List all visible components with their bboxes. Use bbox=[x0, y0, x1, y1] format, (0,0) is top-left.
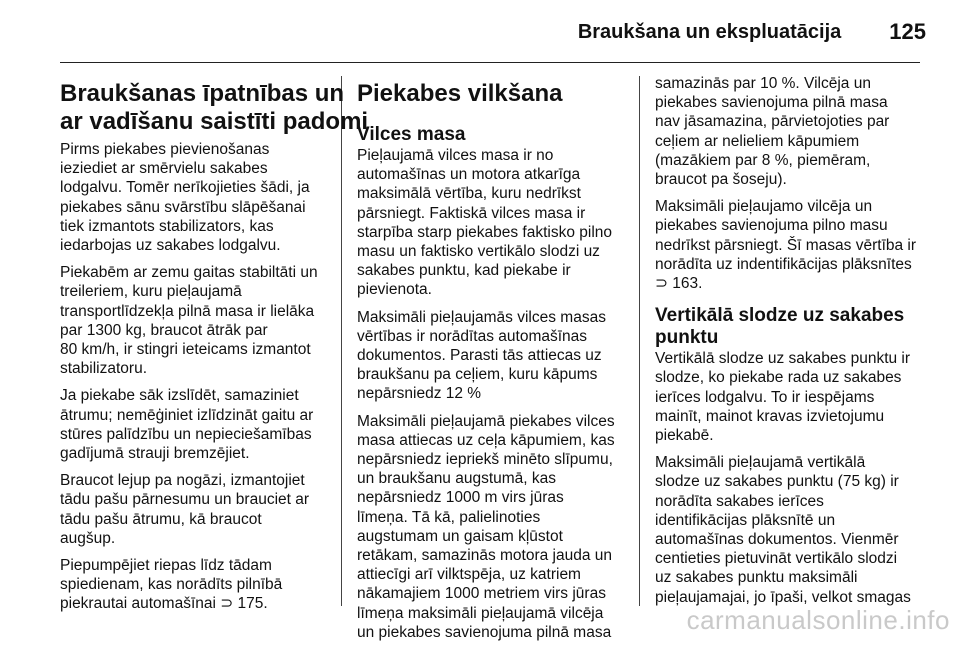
text-line: līmeņa maksimāli pieļaujamā vilcēja bbox=[357, 604, 604, 622]
text-line: nedrīkst pārsniegt. Šī masas vērtība ir bbox=[655, 236, 917, 254]
col3-body-top bbox=[655, 74, 916, 293]
watermark: carmanualsonline.info bbox=[686, 605, 950, 635]
text-line: augstumam un gaisam kļūstot bbox=[357, 527, 563, 545]
page-header bbox=[0, 14, 926, 50]
text-line: identifikācijas plāksnītē un bbox=[655, 511, 836, 529]
text-line: ieziediet ar smērvielu sakabes bbox=[60, 160, 268, 178]
text-line: ⊃ 163. bbox=[655, 275, 703, 293]
text-line: dokumentos. Parasti tās attiecas uz bbox=[357, 347, 602, 365]
header-rule bbox=[60, 62, 920, 63]
paragraph bbox=[60, 556, 368, 614]
section-heading: Braukšanas īpatnības un ar vadīšanu saistīti padomi bbox=[60, 80, 369, 135]
text-line: nepārsniedz 12 % bbox=[357, 385, 482, 403]
text-line: masu un faktisko vertikālo slodzi uz bbox=[357, 243, 600, 261]
paragraph bbox=[60, 386, 368, 463]
text-line: līmeņa. Tā kā, palielinoties bbox=[357, 508, 541, 526]
paragraph bbox=[60, 471, 368, 548]
text-line: uz sakabes punktu maksimāli bbox=[655, 569, 858, 587]
paragraph bbox=[655, 197, 916, 293]
text-line: Maksimāli pieļaujamo vilcēja un bbox=[655, 198, 873, 216]
column-1 bbox=[60, 74, 368, 622]
text-line: spiedienam, kas norādīts pilnībā bbox=[60, 576, 283, 594]
text-line: gadījumā strauji bremzējiet. bbox=[60, 445, 250, 463]
text-line: (mazākiem par 8 %, piemēram, bbox=[655, 151, 871, 169]
paragraph bbox=[357, 146, 615, 300]
paragraph bbox=[60, 263, 368, 378]
text-line: piekabes savienojuma pilnā masa bbox=[655, 94, 888, 112]
text-line: un piekabes savienojuma pilnā masa bbox=[357, 623, 612, 641]
text-line: iedarbojas uz sakabes lodgalvu. bbox=[60, 237, 281, 255]
text-line: un braukšanu augstumā, kas bbox=[357, 470, 557, 488]
text-line: pievienota. bbox=[357, 281, 432, 299]
subsection-heading: Vertikālā slodze uz sakabes punktu bbox=[655, 305, 905, 349]
text-line: vērtības ir norādītas automašīnas bbox=[357, 327, 588, 345]
text-line: Maksimāli pieļaujamās vilces masas bbox=[357, 308, 606, 326]
text-line: tādu pašu ātrumu, kā braucot bbox=[60, 510, 262, 528]
text-line: Pieļaujamā vilces masa ir no bbox=[357, 147, 554, 164]
text-line: maksimālā vērtība, kuru nedrīkst bbox=[357, 185, 581, 203]
paragraph bbox=[655, 74, 916, 189]
paragraph bbox=[357, 308, 615, 404]
text-line: centieties pietuvināt vertikālo slodzi bbox=[655, 550, 898, 568]
page-number: 125 bbox=[889, 19, 926, 44]
text-line: starpība starp piekabes faktisko pilno bbox=[357, 223, 613, 241]
text-line: pieļaujamajai, jo īpaši, velkot smagas bbox=[655, 588, 911, 606]
text-line: norādīta uz indentifikācijas plāksnītes bbox=[655, 255, 912, 273]
text-line: nav jāsamazina, pārvietojoties par bbox=[655, 113, 890, 131]
text-line: mainīt, mainot kravas izvietojumu bbox=[655, 407, 885, 425]
text-line: nākamajiem 1000 metriem virs jūras bbox=[357, 585, 606, 603]
text-line: lodgalvu. Tomēr nerīkojieties šādi, ja bbox=[60, 179, 310, 197]
text-line: piekrautai automašīnai ⊃ 175. bbox=[60, 595, 268, 613]
text-line: Piepumpējiet riepas līdz tādam bbox=[60, 557, 272, 575]
text-line: augšup. bbox=[60, 529, 116, 547]
text-line: ierīces lodgalvu. To ir iespējams bbox=[655, 388, 875, 406]
text-line: attiecīgi arī vilktspēja, uz katriem bbox=[357, 566, 581, 584]
text-line: retākam, samazinās motora jauda un bbox=[357, 547, 613, 565]
text-line: ceļiem ar nelieliem kāpumiem bbox=[655, 132, 860, 150]
text-line: norādīta sakabes ierīces bbox=[655, 492, 824, 510]
column-divider-2 bbox=[639, 76, 640, 606]
text-line: Vertikālā slodze uz sakabes punktu ir bbox=[655, 350, 911, 368]
text-line: slodze, ko piekabe rada uz sakabes bbox=[655, 369, 902, 387]
text-line: Ja piekabe sāk izslīdēt, samaziniet bbox=[60, 387, 299, 405]
subsection-heading: Vilces masa bbox=[357, 124, 466, 145]
text-line: automašīnas un motora atkarīga bbox=[357, 166, 581, 184]
text-line: Braucot lejup pa nogāzi, izmantojiet bbox=[60, 472, 305, 490]
text-line: 80 km/h, ir stingri ieteicams izmantot bbox=[60, 341, 311, 359]
text-line: masa attiecas uz ceļa kāpumiem, kas bbox=[357, 431, 615, 449]
text-line: piekabē. bbox=[655, 427, 714, 445]
col2-body bbox=[357, 146, 615, 642]
column-3 bbox=[655, 74, 916, 615]
text-line: transportlīdzekļa pilnā masa ir lielāka bbox=[60, 302, 315, 320]
paragraph bbox=[357, 412, 615, 642]
text-line: tādu pašu pārnesumu un brauciet ar bbox=[60, 491, 310, 509]
text-line: Maksimāli pieļaujamā vertikālā bbox=[655, 454, 866, 472]
text-line: nepārsniedz iepriekš minēto slīpumu, bbox=[357, 451, 613, 469]
text-line: sakabes punktu, kad piekabe ir bbox=[357, 262, 571, 280]
text-line: piekabes savienojuma pilno masu bbox=[655, 217, 888, 235]
section-heading: Piekabes vilkšana bbox=[357, 80, 563, 107]
text-line: par 1300 kg, braucot ātrāk par bbox=[60, 321, 268, 339]
column-2 bbox=[357, 74, 615, 650]
text-line: nepārsniedz 1000 m virs jūras bbox=[357, 489, 564, 507]
paragraph bbox=[655, 349, 916, 445]
paragraph bbox=[60, 140, 368, 255]
text-line: treileriem, kuru pieļaujamā bbox=[60, 283, 242, 301]
text-line: ātrumu; nemēģiniet izlīdzināt gaitu ar bbox=[60, 406, 314, 424]
text-line: Pirms piekabes pievienošanas bbox=[60, 141, 270, 158]
text-line: automašīnas dokumentos. Vienmēr bbox=[655, 531, 899, 549]
col1-body bbox=[60, 140, 368, 614]
text-line: stabilizatoru. bbox=[60, 360, 148, 378]
text-line: slodze uz sakabes punktu (75 kg) ir bbox=[655, 473, 899, 491]
running-title: Braukšana un ekspluatācija bbox=[577, 20, 842, 43]
text-line: Maksimāli pieļaujamā piekabes vilces bbox=[357, 412, 615, 430]
col3-body-bottom bbox=[655, 349, 916, 607]
text-line: Piekabēm ar zemu gaitas stabiltāti un bbox=[60, 264, 318, 282]
text-line: pārsniegt. Faktiskā vilces masa ir bbox=[357, 204, 586, 222]
text-line: braucot pa šoseju). bbox=[655, 171, 787, 189]
text-line: samazinās par 10 %. Vilcēja un bbox=[655, 75, 871, 92]
text-line: braukšanu pa ceļiem, kuru kāpums bbox=[357, 366, 598, 384]
paragraph bbox=[655, 453, 916, 607]
text-line: tiek izmantots stabilizators, kas bbox=[60, 217, 274, 235]
text-line: stūres palīdzību un nepieciešamības bbox=[60, 425, 312, 443]
text-line: piekabes sānu svārstību slāpēšanai bbox=[60, 198, 306, 216]
